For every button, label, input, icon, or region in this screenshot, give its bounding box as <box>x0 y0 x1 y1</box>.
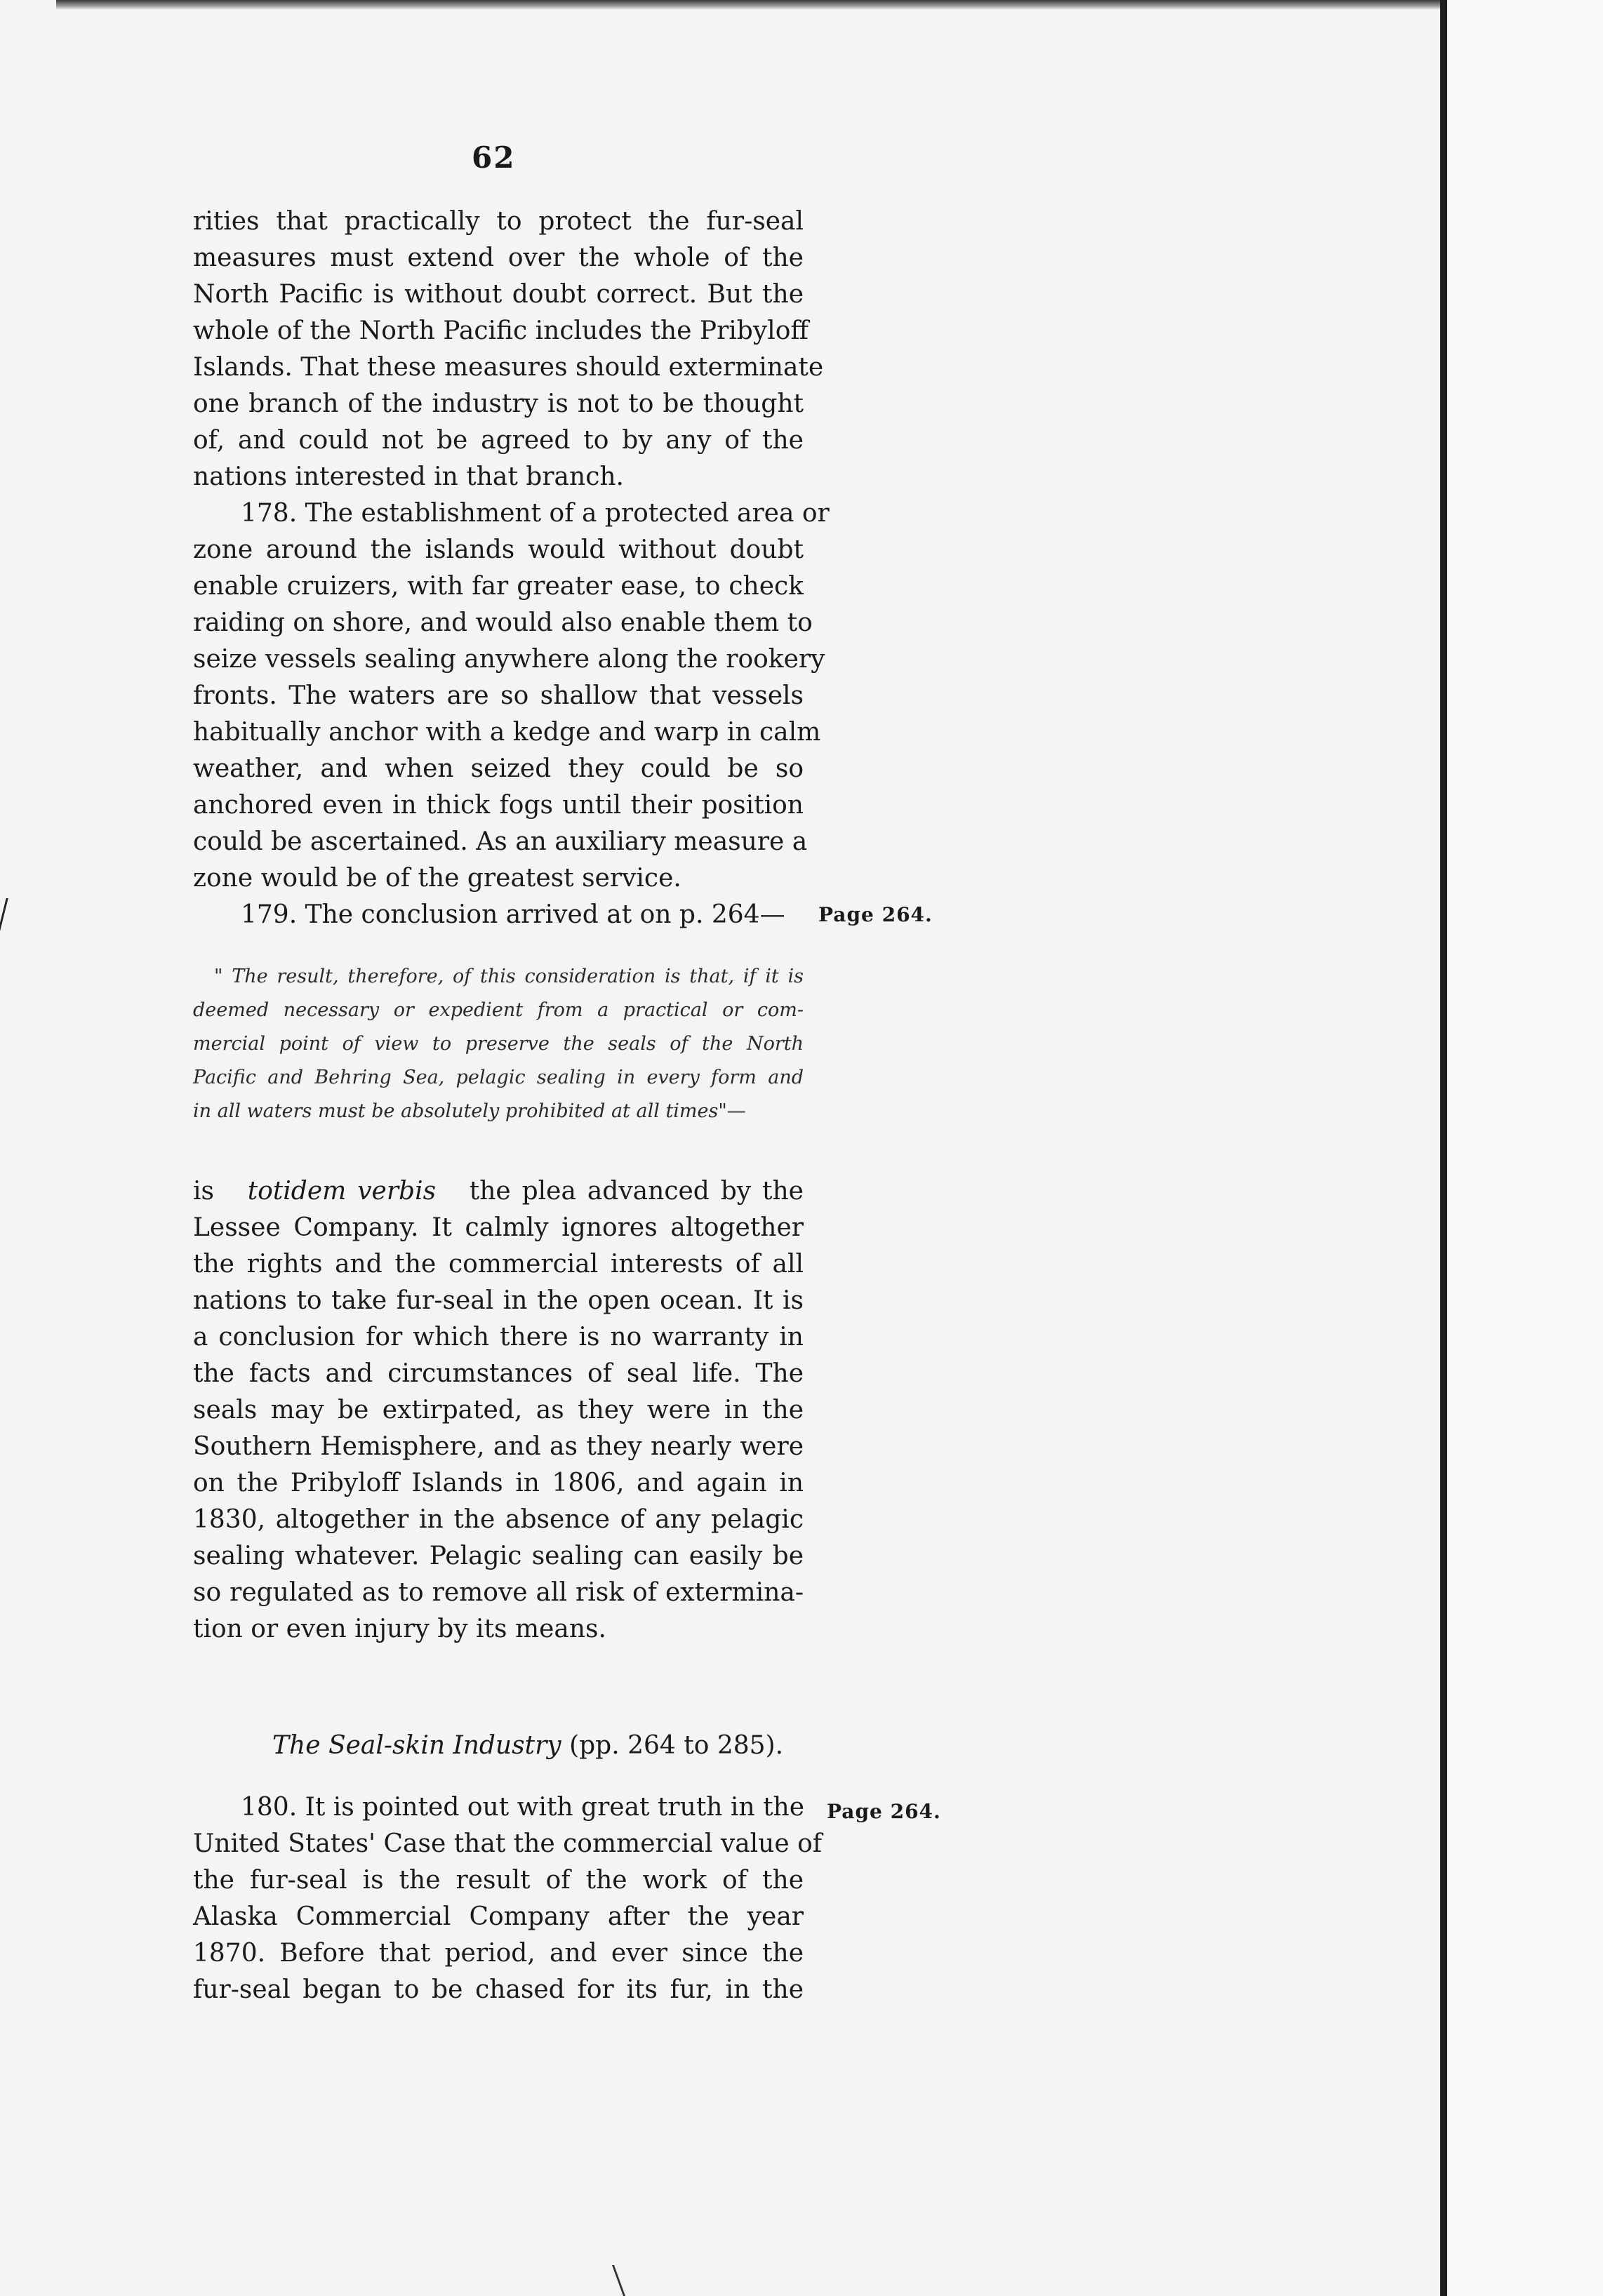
text-line: 1870. Before that period, and ever since the <box>193 1939 804 1968</box>
quote-line: " The result, therefore, of this consideration is that, if it is <box>214 966 804 987</box>
text-line: 179. The conclusion arrived at on p. 264— <box>241 900 785 929</box>
margin-page-reference: Page 264. <box>818 903 933 926</box>
text-line: 1830, altogether in the absence of any pelagic <box>193 1505 804 1534</box>
text-line: the fur-seal is the result of the work of the <box>193 1866 804 1895</box>
text-line: Southern Hemisphere, and as they nearly were <box>193 1432 804 1461</box>
quote-line: in all waters must be absolutely prohibited at all times"— <box>193 1100 746 1122</box>
text-line: Islands. That these measures should exterminate <box>193 353 824 382</box>
text-fragment: the plea advanced by the <box>469 1177 804 1206</box>
text-line: rities that practically to protect the fur-seal <box>193 207 804 236</box>
text-line: North Pacific is without doubt correct. But the <box>193 280 804 309</box>
text-line: sealing whatever. Pelagic sealing can easily be <box>193 1542 804 1570</box>
quote-line: mercial point of view to preserve the seals of the North <box>193 1033 804 1055</box>
text-line: habitually anchor with a kedge and warp in calm <box>193 718 821 747</box>
text-line: the facts and circumstances of seal life. The <box>193 1359 804 1388</box>
text-line: Lessee Company. It calmly ignores altogether <box>193 1213 804 1242</box>
text-line: 180. It is pointed out with great truth in the <box>241 1793 805 1822</box>
block-quotation <box>193 960 804 1128</box>
text-line: whole of the North Pacific includes the Pribyloff <box>193 316 809 345</box>
text-line: raiding on shore, and would also enable them to <box>193 608 813 637</box>
scan-bottom-mark <box>612 2265 631 2296</box>
text-line: a conclusion for which there is no warranty in <box>193 1323 804 1351</box>
page-number: 62 <box>472 140 516 175</box>
text-line <box>193 1173 804 1210</box>
text-line: nations interested in that branch. <box>193 462 624 491</box>
paragraph-180 <box>193 1789 823 2008</box>
section-page-range: (pp. 264 to 285). <box>569 1731 784 1760</box>
text-fragment: is <box>193 1177 214 1206</box>
text-line: fur-seal began to be chased for its fur, in the <box>193 1975 804 2004</box>
text-line: on the Pribyloff Islands in 1806, and again in <box>193 1469 804 1497</box>
text-line: 178. The establishment of a protected area or <box>241 499 830 528</box>
latin-phrase: totidem verbis <box>247 1177 437 1206</box>
text-line: enable cruizers, with far greater ease, to check <box>193 572 804 601</box>
text-line: seize vessels sealing anywhere along the rookery <box>193 645 825 674</box>
margin-page-reference: Page 264. <box>827 1800 941 1823</box>
text-line: anchored even in thick fogs until their position <box>193 791 804 820</box>
text-line: zone would be of the greatest service. <box>193 864 681 893</box>
text-line: Alaska Commercial Company after the year <box>193 1902 804 1931</box>
text-line: tion or even injury by its means. <box>193 1615 606 1643</box>
quote-line: deemed necessary or expedient from a practical or com- <box>193 999 804 1021</box>
text-line: weather, and when seized they could be so <box>193 754 804 783</box>
text-line: measures must extend over the whole of the <box>193 243 804 272</box>
text-line: nations to take fur-seal in the open ocean. It is <box>193 1286 804 1315</box>
facing-page-strip <box>1447 0 1603 2296</box>
continuation-paragraph <box>193 1173 804 1648</box>
section-title: The Seal-skin Industry <box>272 1731 561 1760</box>
quote-line: Pacific and Behring Sea, pelagic sealing in every form and <box>193 1067 804 1088</box>
text-line: one branch of the industry is not to be thought <box>193 389 804 418</box>
page-top-edge <box>56 0 1467 10</box>
text-line: the rights and the commercial interests of all <box>193 1250 804 1279</box>
text-line: so regulated as to remove all risk of extermina- <box>193 1578 804 1607</box>
text-line: United States' Case that the commercial value of <box>193 1829 823 1858</box>
text-line: zone around the islands would without doubt <box>193 535 804 564</box>
text-line: fronts. The waters are so shallow that vessels <box>193 681 804 710</box>
paragraph-178 <box>193 495 830 897</box>
text-line: seals may be extirpated, as they were in the <box>193 1396 804 1424</box>
section-heading <box>272 1728 783 1764</box>
text-line: of, and could not be agreed to by any of the <box>193 426 804 455</box>
paragraph-179 <box>193 897 804 933</box>
text-line: could be ascertained. As an auxiliary measure a <box>193 827 808 856</box>
scan-margin-mark <box>0 898 15 947</box>
intro-paragraph <box>193 203 824 495</box>
page-fold-line <box>1440 0 1447 2296</box>
